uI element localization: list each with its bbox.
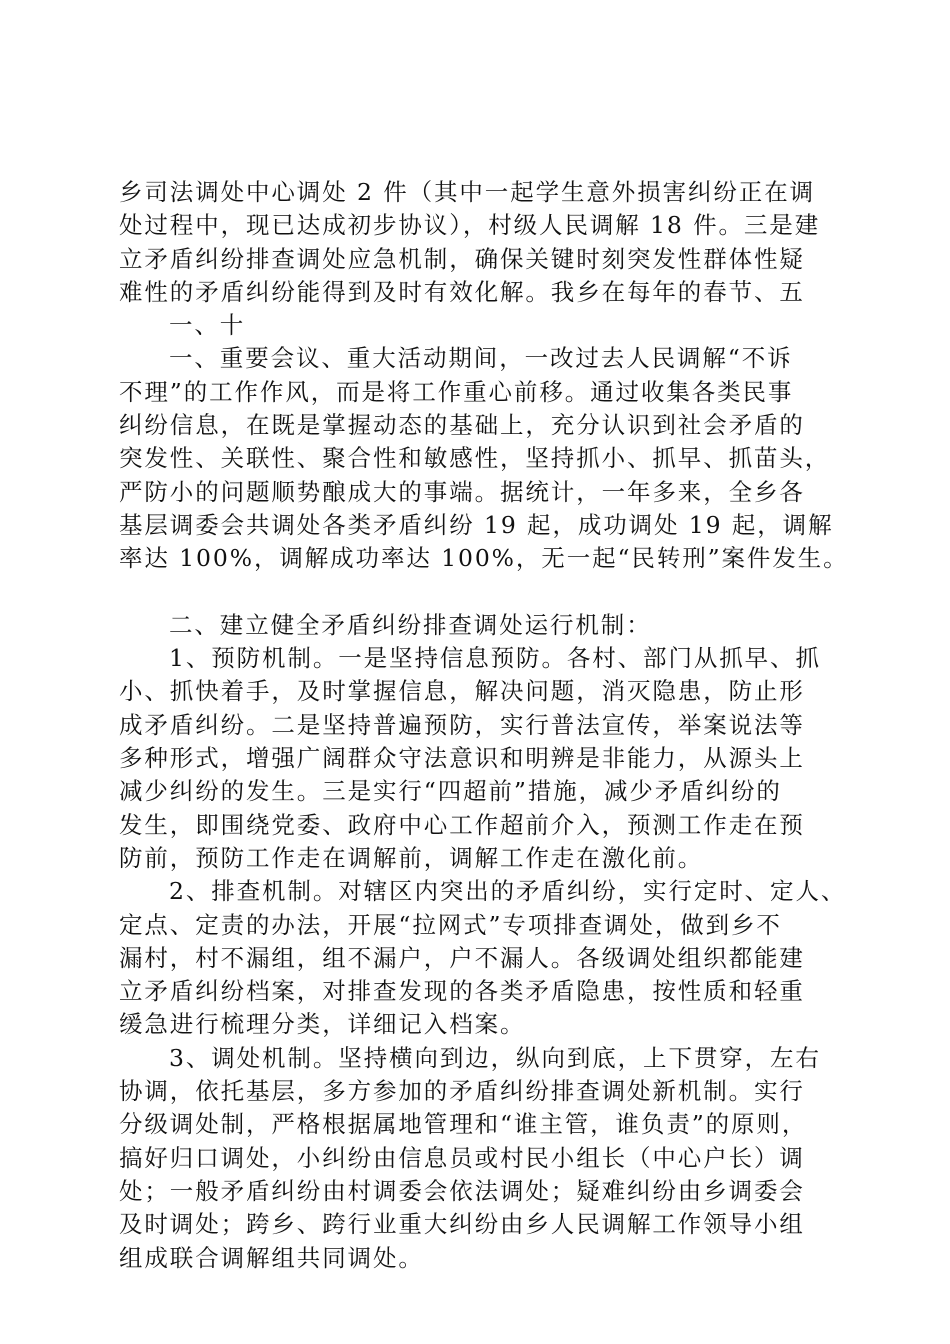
text-line: 基层调委会共调处各类矛盾纠纷 19 起，成功调处 19 起，调解 <box>119 510 834 539</box>
text-line: 发生，即围绕党委、政府中心工作超前介入，预测工作走在预 <box>119 810 805 839</box>
text-line: 组成联合调解组共同调处。 <box>119 1243 424 1272</box>
text-line: 一、重要会议、重大活动期间，一改过去人民调解“不诉 <box>169 344 793 373</box>
text-line: 立矛盾纠纷排查调处应急机制，确保关键时刻突发性群体性疑 <box>119 244 805 273</box>
text-line: 漏村，村不漏组，组不漏户，户不漏人。各级调处组织都能建 <box>119 943 805 972</box>
text-line: 定点、定责的办法，开展“拉网式”专项排查调处，做到乡不 <box>119 910 782 939</box>
text-line: 减少纠纷的发生。三是实行“四超前”措施，减少矛盾纠纷的 <box>119 777 782 806</box>
text-line: 难性的矛盾纠纷能得到及时有效化解。我乡在每年的春节、五 <box>119 277 805 306</box>
text-line: 2、排查机制。对辖区内突出的矛盾纠纷，实行定时、定人、 <box>169 877 847 906</box>
text-line: 缓急进行梳理分类，详细记入档案。 <box>119 1010 526 1039</box>
text-line: 及时调处；跨乡、跨行业重大纠纷由乡人民调解工作领导小组 <box>119 1210 805 1239</box>
text-line: 二、建立健全矛盾纠纷排查调处运行机制： <box>169 610 652 639</box>
text-line: 一、十 <box>169 311 246 340</box>
text-line: 分级调处制，严格根据属地管理和“谁主管，谁负责”的原则， <box>119 1110 808 1139</box>
text-line: 不理”的工作作风，而是将工作重心前移。通过收集各类民事 <box>119 377 794 406</box>
text-line: 纠纷信息，在既是掌握动态的基础上，充分认识到社会矛盾的 <box>119 411 805 440</box>
text-line: 3、调处机制。坚持横向到边，纵向到底，上下贯穿，左右 <box>169 1043 821 1072</box>
text-line: 突发性、关联性、聚合性和敏感性，坚持抓小、抓早、抓苗头， <box>119 444 831 473</box>
text-line: 严防小的问题顺势酿成大的事端。据统计，一年多来，全乡各 <box>119 477 805 506</box>
text-line: 成矛盾纠纷。二是坚持普遍预防，实行普法宣传，举案说法等 <box>119 710 805 739</box>
text-line: 1、预防机制。一是坚持信息预防。各村、部门从抓早、抓 <box>169 644 821 673</box>
text-line: 率达 100%，调解成功率达 100%，无一起“民转刑”案件发生。 <box>119 544 849 573</box>
text-line: 乡司法调处中心调处 2 件（其中一起学生意外损害纠纷正在调 <box>119 178 815 206</box>
text-line: 多种形式，增强广阔群众守法意识和明辨是非能力，从源头上 <box>119 744 805 773</box>
text-line: 处；一般矛盾纠纷由村调委会依法调处；疑难纠纷由乡调委会 <box>119 1176 805 1205</box>
text-line: 防前，预防工作走在调解前，调解工作走在激化前。 <box>119 843 704 872</box>
blank-line <box>119 576 831 609</box>
text-line: 小、抓快着手，及时掌握信息，解决问题，消灭隐患，防止形 <box>119 677 805 706</box>
document-body <box>119 176 849 1275</box>
text-line: 处过程中，现已达成初步协议），村级人民调解 18 件。三是建 <box>119 211 821 240</box>
text-line: 协调，依托基层，多方参加的矛盾纠纷排查调处新机制。实行 <box>119 1077 805 1106</box>
text-line: 搞好归口调处，小纠纷由信息员或村民小组长（中心户长）调 <box>119 1143 805 1172</box>
text-line: 立矛盾纠纷档案，对排查发现的各类矛盾隐患，按性质和轻重 <box>119 977 805 1006</box>
